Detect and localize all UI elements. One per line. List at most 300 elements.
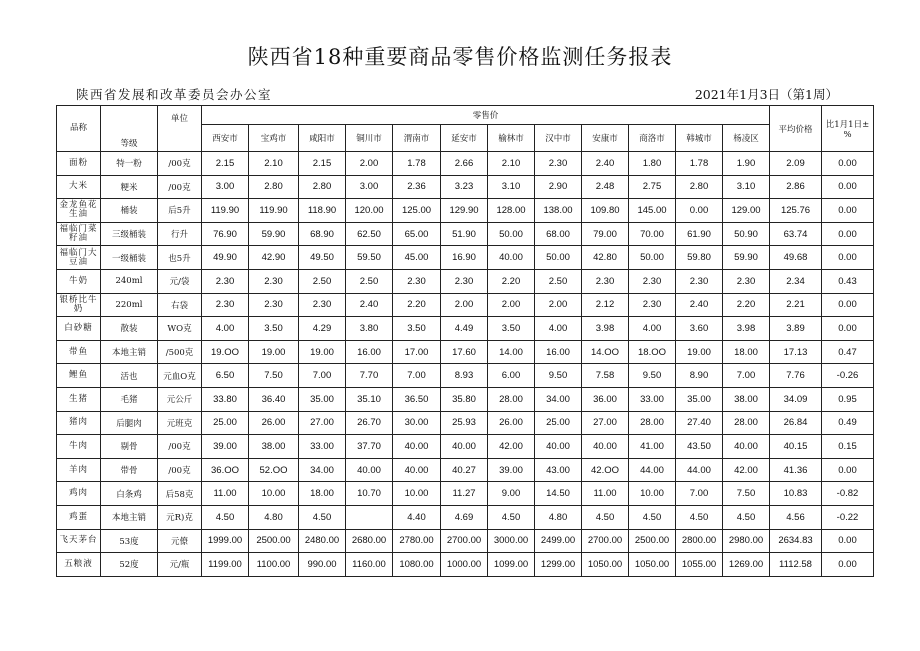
- product-grade: 52度: [101, 553, 158, 577]
- product-unit: 行升: [158, 222, 202, 246]
- average-price: 3.89: [770, 317, 822, 341]
- price-cell: 9.50: [629, 364, 676, 388]
- price-cell: 2980.00: [723, 529, 770, 553]
- header-city: 铜川市: [346, 125, 393, 152]
- table-row: [57, 553, 874, 577]
- price-cell: 26.70: [346, 411, 393, 435]
- price-cell: 28.00: [629, 411, 676, 435]
- price-cell: 2.30: [202, 269, 249, 293]
- product-unit: /00克: [158, 458, 202, 482]
- price-cell: 50.90: [723, 222, 770, 246]
- price-cell: 1000.00: [441, 553, 488, 577]
- price-cell: 42.00: [723, 458, 770, 482]
- average-price: 7.76: [770, 364, 822, 388]
- product-unit: /500克: [158, 340, 202, 364]
- price-cell: 3.60: [676, 317, 723, 341]
- header-city: 榆林市: [488, 125, 535, 152]
- header-city: 安康市: [582, 125, 629, 152]
- price-cell: 65.00: [393, 222, 441, 246]
- price-cell: 2.80: [299, 175, 346, 199]
- header-city: 韩城市: [676, 125, 723, 152]
- price-cell: 145.00: [629, 199, 676, 223]
- average-price: 63.74: [770, 222, 822, 246]
- product-grade: 活也: [101, 364, 158, 388]
- product-unit: 元公斤: [158, 387, 202, 411]
- price-cell: 2.30: [676, 269, 723, 293]
- price-cell: 7.00: [393, 364, 441, 388]
- price-cell: 2.30: [393, 269, 441, 293]
- product-unit: 元R)克: [158, 505, 202, 529]
- change-percent: 0.43: [822, 269, 874, 293]
- price-cell: 7.58: [582, 364, 629, 388]
- price-cell: 119.90: [202, 199, 249, 223]
- price-cell: 50.00: [535, 246, 582, 270]
- change-percent: 0.00: [822, 175, 874, 199]
- price-cell: 4.00: [535, 317, 582, 341]
- price-cell: 2700.00: [582, 529, 629, 553]
- price-cell: 59.90: [723, 246, 770, 270]
- price-cell: 7.00: [299, 364, 346, 388]
- header-city: 西安市: [202, 125, 249, 152]
- table-row: [57, 175, 874, 199]
- price-cell: 1055.00: [676, 553, 723, 577]
- change-percent: -0.82: [822, 482, 874, 506]
- price-cell: 17.60: [441, 340, 488, 364]
- price-cell: 2.30: [441, 269, 488, 293]
- price-cell: 14.OO: [582, 340, 629, 364]
- average-price: 49.68: [770, 246, 822, 270]
- price-cell: 40.00: [723, 435, 770, 459]
- price-cell: 2480.00: [299, 529, 346, 553]
- price-cell: 27.40: [676, 411, 723, 435]
- price-cell: 70.00: [629, 222, 676, 246]
- price-table: [56, 105, 874, 577]
- table-row: [57, 340, 874, 364]
- price-cell: 2.20: [723, 293, 770, 317]
- price-cell: 1.80: [629, 152, 676, 176]
- price-cell: 109.80: [582, 199, 629, 223]
- average-price: 2.86: [770, 175, 822, 199]
- price-cell: 2.30: [249, 269, 299, 293]
- product-grade: 240ml: [101, 269, 158, 293]
- table-row: [57, 152, 874, 176]
- price-cell: 59.50: [346, 246, 393, 270]
- price-cell: 6.00: [488, 364, 535, 388]
- price-cell: 6.50: [202, 364, 249, 388]
- price-cell: 36.50: [393, 387, 441, 411]
- table-row: [57, 269, 874, 293]
- price-cell: 129.90: [441, 199, 488, 223]
- product-grade: 散装: [101, 317, 158, 341]
- product-grade: 剔骨: [101, 435, 158, 459]
- price-cell: 19.00: [299, 340, 346, 364]
- price-cell: 10.70: [346, 482, 393, 506]
- price-cell: 18.OO: [629, 340, 676, 364]
- price-cell: 4.80: [249, 505, 299, 529]
- product-grade: 一级桶装: [101, 246, 158, 270]
- price-cell: 2.20: [393, 293, 441, 317]
- price-cell: 35.00: [676, 387, 723, 411]
- price-cell: 37.70: [346, 435, 393, 459]
- price-cell: 39.00: [488, 458, 535, 482]
- price-cell: 3.10: [723, 175, 770, 199]
- price-cell: 2.80: [249, 175, 299, 199]
- table-row: [57, 505, 874, 529]
- price-cell: 2.66: [441, 152, 488, 176]
- price-cell: 43.50: [676, 435, 723, 459]
- price-cell: 3.00: [202, 175, 249, 199]
- price-cell: 9.50: [535, 364, 582, 388]
- organization-name: 陕西省发展和改革委员会办公室: [76, 87, 273, 102]
- price-cell: 26.00: [249, 411, 299, 435]
- price-cell: 2.30: [535, 152, 582, 176]
- price-cell: 2.10: [249, 152, 299, 176]
- price-cell: 1099.00: [488, 553, 535, 577]
- average-price: 2634.83: [770, 529, 822, 553]
- price-cell: 7.50: [723, 482, 770, 506]
- price-cell: 2.50: [535, 269, 582, 293]
- header-city: 延安市: [441, 125, 488, 152]
- product-name: 银桥比牛奶: [57, 293, 101, 317]
- price-cell: 1199.00: [202, 553, 249, 577]
- price-cell: 38.00: [249, 435, 299, 459]
- product-unit: 元班克: [158, 411, 202, 435]
- price-cell: 2.36: [393, 175, 441, 199]
- product-name: 五粮液: [57, 553, 101, 577]
- price-cell: 52.OO: [249, 458, 299, 482]
- price-cell: 2.30: [299, 293, 346, 317]
- price-cell: 2.75: [629, 175, 676, 199]
- price-cell: 2.40: [346, 293, 393, 317]
- price-cell: 1299.00: [535, 553, 582, 577]
- change-percent: 0.00: [822, 458, 874, 482]
- price-cell: 990.00: [299, 553, 346, 577]
- price-cell: 16.00: [346, 340, 393, 364]
- product-name: 福临门菜籽油: [57, 222, 101, 246]
- price-cell: 42.90: [249, 246, 299, 270]
- average-price: 2.34: [770, 269, 822, 293]
- price-cell: 2500.00: [249, 529, 299, 553]
- price-cell: 1.78: [393, 152, 441, 176]
- price-cell: 0.00: [676, 199, 723, 223]
- price-cell: 3.80: [346, 317, 393, 341]
- price-cell: 40.27: [441, 458, 488, 482]
- product-name: 面粉: [57, 152, 101, 176]
- price-cell: 8.90: [676, 364, 723, 388]
- product-name: 鸡肉: [57, 482, 101, 506]
- product-grade: 桶装: [101, 199, 158, 223]
- price-cell: 4.00: [202, 317, 249, 341]
- price-cell: 36.00: [582, 387, 629, 411]
- table-row: [57, 387, 874, 411]
- price-cell: 76.90: [202, 222, 249, 246]
- price-cell: 2680.00: [346, 529, 393, 553]
- price-cell: 35.00: [299, 387, 346, 411]
- table-row: [57, 199, 874, 223]
- product-name: 猪肉: [57, 411, 101, 435]
- price-cell: 2.30: [723, 269, 770, 293]
- change-percent: -0.22: [822, 505, 874, 529]
- price-cell: 44.00: [676, 458, 723, 482]
- header-retail-price: 零售价: [202, 106, 770, 125]
- price-cell: 2.40: [582, 152, 629, 176]
- price-cell: 36.OO: [202, 458, 249, 482]
- price-cell: 18.00: [299, 482, 346, 506]
- price-cell: 2499.00: [535, 529, 582, 553]
- price-cell: 1999.00: [202, 529, 249, 553]
- product-unit: WO克: [158, 317, 202, 341]
- product-name: 福临门大豆油: [57, 246, 101, 270]
- change-percent: 0.47: [822, 340, 874, 364]
- price-cell: 33.00: [299, 435, 346, 459]
- price-cell: 4.00: [629, 317, 676, 341]
- product-unit: 也5升: [158, 246, 202, 270]
- header-city: 渭南市: [393, 125, 441, 152]
- header-product: 品称: [57, 106, 101, 152]
- average-price: 40.15: [770, 435, 822, 459]
- price-cell: 35.80: [441, 387, 488, 411]
- change-percent: 0.00: [822, 317, 874, 341]
- price-cell: 2700.00: [441, 529, 488, 553]
- price-cell: 59.80: [676, 246, 723, 270]
- product-grade: 带骨: [101, 458, 158, 482]
- price-cell: 43.00: [535, 458, 582, 482]
- product-unit: /00克: [158, 435, 202, 459]
- price-cell: 1050.00: [582, 553, 629, 577]
- price-cell: 2.50: [346, 269, 393, 293]
- price-cell: [346, 505, 393, 529]
- price-cell: 1.78: [676, 152, 723, 176]
- price-cell: 68.90: [299, 222, 346, 246]
- change-percent: 0.00: [822, 152, 874, 176]
- price-cell: 27.00: [299, 411, 346, 435]
- price-cell: 4.69: [441, 505, 488, 529]
- price-cell: 2.00: [346, 152, 393, 176]
- price-cell: 3000.00: [488, 529, 535, 553]
- price-cell: 45.00: [393, 246, 441, 270]
- price-cell: 19.OO: [202, 340, 249, 364]
- price-cell: 129.00: [723, 199, 770, 223]
- price-cell: 2780.00: [393, 529, 441, 553]
- price-cell: 19.00: [249, 340, 299, 364]
- price-cell: 4.50: [299, 505, 346, 529]
- price-cell: 17.00: [393, 340, 441, 364]
- table-row: [57, 435, 874, 459]
- price-cell: 49.90: [202, 246, 249, 270]
- price-cell: 40.00: [346, 458, 393, 482]
- product-grade: 本地主销: [101, 505, 158, 529]
- price-cell: 4.29: [299, 317, 346, 341]
- price-cell: 40.00: [535, 435, 582, 459]
- change-percent: 0.00: [822, 222, 874, 246]
- product-name: 鲤鱼: [57, 364, 101, 388]
- price-cell: 2500.00: [629, 529, 676, 553]
- price-cell: 125.00: [393, 199, 441, 223]
- price-cell: 35.10: [346, 387, 393, 411]
- price-cell: 33.80: [202, 387, 249, 411]
- price-cell: 118.90: [299, 199, 346, 223]
- product-unit: 元僚: [158, 529, 202, 553]
- price-cell: 1269.00: [723, 553, 770, 577]
- change-percent: 0.49: [822, 411, 874, 435]
- price-cell: 4.50: [723, 505, 770, 529]
- price-cell: 68.00: [535, 222, 582, 246]
- change-percent: 0.15: [822, 435, 874, 459]
- price-cell: 2.48: [582, 175, 629, 199]
- price-cell: 25.93: [441, 411, 488, 435]
- price-cell: 7.00: [723, 364, 770, 388]
- change-percent: 0.00: [822, 529, 874, 553]
- price-cell: 14.00: [488, 340, 535, 364]
- change-percent: 0.00: [822, 293, 874, 317]
- price-cell: 42.00: [488, 435, 535, 459]
- table-row: [57, 293, 874, 317]
- price-cell: 34.00: [299, 458, 346, 482]
- change-percent: 0.00: [822, 246, 874, 270]
- product-grade: 后腿肉: [101, 411, 158, 435]
- table-row: [57, 317, 874, 341]
- price-cell: 27.00: [582, 411, 629, 435]
- header-city: 咸阳市: [299, 125, 346, 152]
- change-percent: 0.95: [822, 387, 874, 411]
- price-cell: 3.50: [249, 317, 299, 341]
- price-cell: 50.00: [488, 222, 535, 246]
- header-city: 商洛市: [629, 125, 676, 152]
- price-cell: 30.00: [393, 411, 441, 435]
- product-unit: 元/瓶: [158, 553, 202, 577]
- product-name: 鸡蛋: [57, 505, 101, 529]
- price-cell: 42.80: [582, 246, 629, 270]
- product-unit: 后58克: [158, 482, 202, 506]
- price-cell: 16.00: [535, 340, 582, 364]
- price-cell: 11.00: [202, 482, 249, 506]
- price-cell: 2.20: [488, 269, 535, 293]
- average-price: 41.36: [770, 458, 822, 482]
- price-cell: 61.90: [676, 222, 723, 246]
- price-cell: 16.90: [441, 246, 488, 270]
- price-cell: 3.50: [393, 317, 441, 341]
- average-price: 1112.58: [770, 553, 822, 577]
- price-cell: 4.50: [676, 505, 723, 529]
- header-grade: 等级: [101, 106, 158, 152]
- header-city: 汉中市: [535, 125, 582, 152]
- price-cell: 36.40: [249, 387, 299, 411]
- price-cell: 2.40: [676, 293, 723, 317]
- price-cell: 4.50: [488, 505, 535, 529]
- product-unit: 元血O克: [158, 364, 202, 388]
- header-city: 杨凌区: [723, 125, 770, 152]
- price-cell: 1100.00: [249, 553, 299, 577]
- price-cell: 34.00: [535, 387, 582, 411]
- price-cell: 2.30: [629, 293, 676, 317]
- product-name: 生猪: [57, 387, 101, 411]
- price-cell: 26.00: [488, 411, 535, 435]
- table-row: [57, 411, 874, 435]
- report-date: 2021年1月3日（第1周）: [694, 87, 838, 102]
- product-grade: 本地主销: [101, 340, 158, 364]
- price-cell: 10.00: [629, 482, 676, 506]
- price-cell: 119.90: [249, 199, 299, 223]
- price-cell: 2.30: [629, 269, 676, 293]
- price-cell: 128.00: [488, 199, 535, 223]
- price-cell: 9.00: [488, 482, 535, 506]
- product-name: 白砂糖: [57, 317, 101, 341]
- product-unit: /00克: [158, 175, 202, 199]
- report-title: 陕西省18种重要商品零售价格监测任务报表: [247, 45, 673, 69]
- product-grade: 特一粉: [101, 152, 158, 176]
- price-cell: 2.90: [535, 175, 582, 199]
- price-cell: 2.30: [202, 293, 249, 317]
- price-cell: 40.00: [393, 435, 441, 459]
- price-cell: 49.50: [299, 246, 346, 270]
- product-unit: 元/袋: [158, 269, 202, 293]
- table-row: [57, 222, 874, 246]
- product-grade: 粳米: [101, 175, 158, 199]
- price-cell: 10.00: [249, 482, 299, 506]
- header-unit: 单位: [158, 106, 202, 152]
- product-name: 带鱼: [57, 340, 101, 364]
- product-name: 牛肉: [57, 435, 101, 459]
- price-cell: 2800.00: [676, 529, 723, 553]
- price-cell: 2.15: [202, 152, 249, 176]
- price-cell: 2.30: [582, 269, 629, 293]
- price-cell: 3.00: [346, 175, 393, 199]
- price-cell: 10.00: [393, 482, 441, 506]
- price-cell: 4.50: [202, 505, 249, 529]
- average-price: 2.21: [770, 293, 822, 317]
- price-cell: 4.50: [629, 505, 676, 529]
- table-row: [57, 458, 874, 482]
- price-cell: 2.50: [299, 269, 346, 293]
- price-cell: 50.00: [629, 246, 676, 270]
- price-cell: 41.00: [629, 435, 676, 459]
- price-cell: 2.00: [535, 293, 582, 317]
- price-cell: 4.50: [582, 505, 629, 529]
- price-cell: 39.00: [202, 435, 249, 459]
- price-cell: 3.23: [441, 175, 488, 199]
- product-name: 飞天茅台: [57, 529, 101, 553]
- price-cell: 2.00: [441, 293, 488, 317]
- price-cell: 1.90: [723, 152, 770, 176]
- average-price: 125.76: [770, 199, 822, 223]
- price-cell: 11.00: [582, 482, 629, 506]
- average-price: 10.83: [770, 482, 822, 506]
- table-row: [57, 482, 874, 506]
- header-city: 宝鸡市: [249, 125, 299, 152]
- average-price: 2.09: [770, 152, 822, 176]
- product-unit: 右袋: [158, 293, 202, 317]
- price-cell: 2.00: [488, 293, 535, 317]
- price-cell: 14.50: [535, 482, 582, 506]
- product-grade: 53度: [101, 529, 158, 553]
- price-cell: 2.30: [249, 293, 299, 317]
- price-cell: 7.70: [346, 364, 393, 388]
- change-percent: 0.00: [822, 199, 874, 223]
- price-cell: 40.00: [488, 246, 535, 270]
- price-cell: 33.00: [629, 387, 676, 411]
- average-price: 4.56: [770, 505, 822, 529]
- header-change: 比1月1日±%: [822, 106, 874, 152]
- price-cell: 18.00: [723, 340, 770, 364]
- price-cell: 3.50: [488, 317, 535, 341]
- price-cell: 40.00: [441, 435, 488, 459]
- price-cell: 25.00: [202, 411, 249, 435]
- table-row: [57, 364, 874, 388]
- price-cell: 62.50: [346, 222, 393, 246]
- price-cell: 8.93: [441, 364, 488, 388]
- product-name: 大米: [57, 175, 101, 199]
- price-cell: 79.00: [582, 222, 629, 246]
